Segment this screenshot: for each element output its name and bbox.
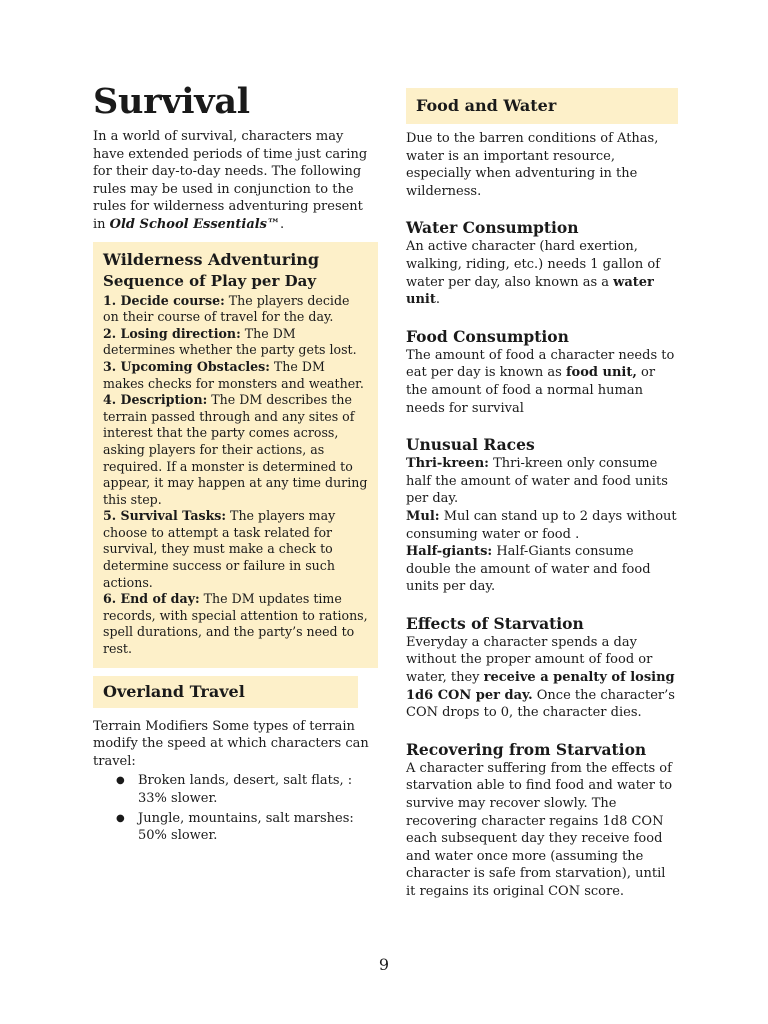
food-water-text: Due to the barren conditions of Athas, water is an important resource, especially when adventuring in the wilderness.: [406, 131, 659, 199]
intro-emphasis: Old School Essentials™: [109, 216, 281, 232]
race-text: Mul can stand up to 2 days without consuming water or food .: [406, 508, 677, 542]
unusual-races-heading: Unusual Races: [406, 435, 535, 455]
race-label: Mul:: [406, 508, 440, 524]
right-column: [406, 88, 678, 901]
food-consumption-heading: Food Consumption: [406, 326, 569, 346]
step-label: 5. Survival Tasks:: [103, 508, 227, 524]
page-title: Survival: [93, 81, 250, 122]
starvation-text: [406, 634, 678, 722]
intro-end: .: [280, 216, 285, 232]
step-text: The DM determines whether the party gets lost.: [103, 325, 357, 358]
water-emphasis: water unit: [406, 274, 654, 308]
water-consumption-text: [406, 238, 678, 308]
overland-travel-header: [93, 676, 358, 708]
starvation-body: Everyday a character spends a day without the proper amount of food or water, they: [406, 634, 653, 686]
sequence-list: [103, 293, 368, 658]
sequence-step: [103, 591, 368, 657]
water-text: An active character (hard exertion, walking, riding, etc.) needs 1 gallon of water per day, also known as a: [406, 239, 661, 290]
wilderness-title: Wilderness Adventuring: [103, 249, 320, 269]
step-text: The players may choose to attempt a task related for survival, they must make a check to determine success or failure in such actions.: [103, 508, 336, 590]
sequence-subtitle: Sequence of Play per Day: [103, 271, 317, 290]
food-end: or the amount of food a normal human needs for survival: [406, 365, 656, 416]
step-text: The DM describes the terrain passed through and any sites of interest that the party comes across, asking players for their actions, as required. If a monster is determined to appear, it may happen at any time during this step.: [103, 392, 368, 507]
race-entry: [406, 508, 678, 543]
water-consumption-heading: Water Consumption: [406, 218, 579, 238]
starvation-end: Once the character’s CON drops to 0, the character dies.: [406, 687, 675, 721]
race-entry: [406, 543, 678, 596]
step-text: The DM updates time records, with special attention to rations, spell durations, and the party’s need to rest.: [103, 591, 368, 657]
intro-text: In a world of survival, characters may have extended periods of time just caring for their day-to-day needs. The following rules may be used in conjunction to the rules for wilderness adventuring present in: [93, 129, 368, 232]
starvation-emphasis: receive a penalty of losing 1d6 CON per day.: [406, 670, 675, 703]
race-text: Thri-kreen only consume half the amount of water and food units per day.: [406, 456, 668, 507]
overland-title: Overland Travel: [103, 681, 245, 701]
left-column: [93, 82, 378, 847]
food-text: The amount of food a character needs to eat per day is known as: [406, 347, 675, 381]
page-number: 9: [378, 955, 390, 974]
food-consumption-text: [406, 347, 678, 417]
sequence-step: [103, 508, 368, 591]
wilderness-box: [93, 242, 378, 668]
step-label: 3. Upcoming Obstacles:: [103, 358, 270, 374]
sequence-step: [103, 359, 368, 392]
list-item: ● Broken lands, desert, salt flats, : 33% slower.: [138, 772, 378, 807]
food-emphasis: food unit,: [565, 365, 637, 381]
sequence-step: [103, 326, 368, 359]
race-label: Half-giants:: [406, 544, 493, 560]
recovering-heading: Recovering from Starvation: [406, 739, 647, 759]
race-label: Thri-kreen:: [406, 456, 489, 472]
intro-paragraph: [93, 128, 378, 234]
terrain-list: [93, 772, 378, 844]
food-water-header: [406, 88, 678, 124]
race-text: Half-Giants consume double the amount of water and food units per day.: [406, 544, 651, 595]
step-label: 2. Losing direction:: [103, 325, 241, 341]
starvation-heading: Effects of Starvation: [406, 613, 584, 633]
food-water-title: Food and Water: [416, 96, 557, 115]
sequence-step: [103, 392, 368, 508]
step-label: 6. End of day:: [103, 591, 200, 607]
list-item: ● Jungle, mountains, salt marshes: 50% slower.: [138, 810, 378, 845]
sequence-step: [103, 293, 368, 326]
step-label: 1. Decide course:: [103, 292, 225, 308]
step-text: The players decide on their course of travel for the day.: [103, 292, 350, 325]
recovering-text: A character suffering from the effects of starvation able to find food and water to survive may recover slowly. The recovering character regains 1d8 CON each subsequent day they receive food and water once more (assuming the character is safe from starvation), until it regains its original CON score.: [406, 760, 673, 899]
step-text: The DM makes checks for monsters and weather.: [103, 358, 364, 391]
race-entry: [406, 455, 678, 508]
step-label: 4. Description:: [103, 392, 208, 408]
water-end: .: [435, 292, 440, 308]
overland-text: Terrain Modifiers Some types of terrain modify the speed at which characters can travel:: [93, 718, 369, 769]
